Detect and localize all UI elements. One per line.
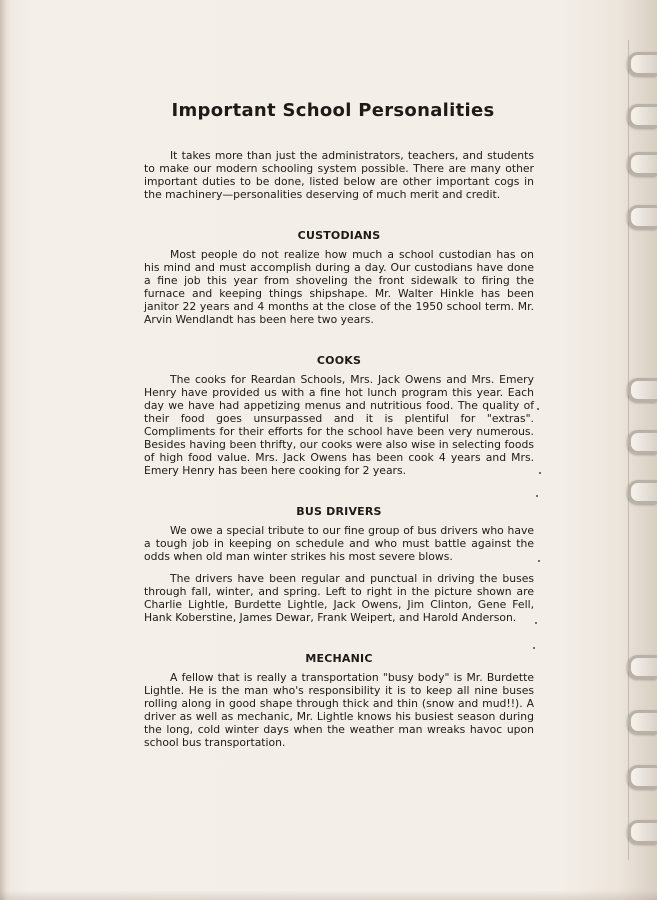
section-heading: CUSTODIANS — [297, 229, 381, 242]
binding-ring — [628, 765, 657, 789]
section-mechanic — [144, 652, 534, 749]
page-title: Important School Personalities — [171, 100, 495, 121]
binding-ring — [628, 820, 657, 844]
binding-ring — [628, 205, 657, 229]
paper-speck — [535, 622, 537, 624]
binding-ring — [628, 710, 657, 734]
binding-ring — [628, 430, 657, 454]
binding-ring — [628, 52, 657, 76]
section-paragraph: The drivers have been regular and punctual in driving the buses through fall, winter, and spring. Left to right in the picture shown are Charlie Lightle, Burdette Lightle, Jack Owens, Jim Clinton, Gene Fell, Hank Koberstine, James Dewar, Frank Weipert, and Harold Anderson. — [144, 572, 534, 624]
section-cooks — [144, 354, 534, 477]
binding-ring — [628, 480, 657, 504]
section-paragraph: The cooks for Reardan Schools, Mrs. Jack Owens and Mrs. Emery Henry have provided us with a fine hot lunch program this year. Each day we have had appetizing menus and nutritious food. The quality of their food goes unsurpassed and it is plentiful for "extras". Compliments for their efforts for the school have been very numerous. Besides having been thrifty, our cooks were also wise in selecting foods of high food value. Mrs. Jack Owens has been cook 4 years and Mrs. Emery Henry has been here cooking for 2 years. — [144, 373, 534, 477]
page-bottom-shadow — [0, 890, 657, 900]
section-heading: COOKS — [316, 354, 362, 367]
binding-ring — [628, 152, 657, 176]
binding-ring — [628, 378, 657, 402]
section-paragraph: We owe a special tribute to our fine group of bus drivers who have a tough job in keeping on schedule and who must battle against the odds when old man winter strikes his most severe blows. — [144, 524, 534, 563]
binding-ring — [628, 655, 657, 679]
paper-speck — [538, 560, 540, 562]
paper-speck — [536, 495, 538, 497]
paper-speck — [537, 408, 539, 410]
section-paragraph: A fellow that is really a transportation "busy body" is Mr. Burdette Lightle. He is the man who's responsibility it is to keep all nine buses rolling along in good shape through thick and thin (snow and mud!!). A driver as well as mechanic, Mr. Lightle knows his busiest season during the long, cold winter days when the weather man wreaks havoc upon school bus transportation. — [144, 671, 534, 749]
paper-speck — [539, 472, 541, 474]
page-left-edge — [0, 0, 6, 900]
section-custodians — [144, 229, 534, 326]
section-heading: BUS DRIVERS — [296, 505, 382, 518]
section-paragraph: Most people do not realize how much a school custodian has on his mind and must accomplish during a day. Our custodians have done a fine job this year from shoveling the front sidewalk to firing the furnace and keeping things shipshape. Mr. Walter Hinkle has been janitor 22 years and 4 months at the close of the 1950 school term. Mr. Arvin Wendlandt has been here two years. — [144, 248, 534, 326]
section-heading: MECHANIC — [305, 652, 373, 665]
article — [144, 100, 534, 749]
section-bus-drivers — [144, 505, 534, 624]
intro-paragraph: It takes more than just the administrators, teachers, and students to make our modern schooling system possible. There are many other important duties to be done, listed below are other important cogs in the machinery—personalities deserving of much merit and credit. — [144, 149, 534, 201]
binding-ring — [628, 104, 657, 128]
